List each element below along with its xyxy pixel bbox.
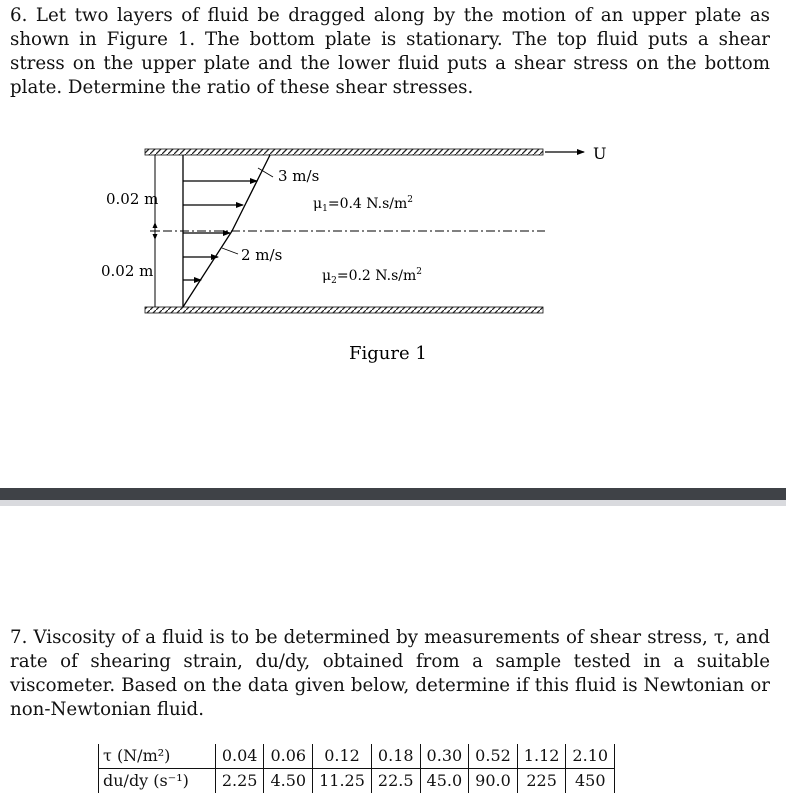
table-cell: 0.18 — [371, 744, 420, 769]
table-cell: 1.12 — [517, 744, 566, 769]
viscosity-label-2 — [322, 267, 422, 286]
dimension-label-bottom: 0.02 m — [101, 262, 154, 280]
table-cell: 225 — [517, 769, 566, 794]
table-cell: 0.52 — [469, 744, 518, 769]
table-cell: 0.06 — [264, 744, 313, 769]
row-label: du/dy (s⁻¹) — [99, 769, 216, 794]
table-cell: 45.0 — [420, 769, 469, 794]
mu-subscript: 2 — [331, 276, 337, 286]
figure-1 — [0, 130, 786, 370]
table-cell: 0.30 — [420, 744, 469, 769]
top-velocity-label: 3 m/s — [278, 167, 320, 185]
velocity-profile-line — [232, 155, 270, 231]
viscosity-data-table — [98, 744, 615, 793]
table-cell: 2.25 — [215, 769, 264, 794]
viscosity-value: =0.4 N.s/m — [327, 196, 408, 212]
table-cell: 22.5 — [371, 769, 420, 794]
table-cell: 90.0 — [469, 769, 518, 794]
page-separator-light — [0, 500, 786, 506]
mu-symbol: μ — [313, 196, 323, 212]
superscript: 2 — [416, 267, 423, 277]
table-row-shear-stress — [99, 744, 615, 769]
table-cell: 11.25 — [313, 769, 372, 794]
superscript: 2 — [407, 195, 414, 205]
table-cell: 4.50 — [264, 769, 313, 794]
leader-line — [222, 248, 238, 254]
table-cell: 0.04 — [215, 744, 264, 769]
dimension-label-top: 0.02 m — [106, 190, 159, 208]
page-separator-dark — [0, 488, 786, 500]
table-cell: 450 — [566, 769, 615, 794]
figure-caption: Figure 1 — [349, 343, 427, 364]
velocity-profile-line — [183, 231, 232, 307]
mu-subscript: 1 — [322, 204, 328, 214]
upper-plate — [145, 149, 543, 155]
row-label: τ (N/m²) — [99, 744, 216, 769]
viscosity-value: =0.2 N.s/m — [336, 268, 417, 284]
question-7-text: 7. Viscosity of a fluid is to be determined by measurements of shear stress, τ, and rate of shearing strain, du/dy, obtained from a sample tested in a suitable viscometer. Based on the data given below, determine if this fluid is Newtonian or non-Newtonian fluid. — [10, 627, 770, 720]
table-cell: 0.12 — [313, 744, 372, 769]
plate-velocity-label: U — [593, 144, 607, 163]
interface-velocity-label: 2 m/s — [241, 246, 283, 264]
table-row-strain-rate — [99, 769, 615, 794]
viscosity-label-1 — [313, 195, 413, 214]
question-6-text: 6. Let two layers of fluid be dragged along by the motion of an upper plate as shown in Figure 1. The bottom plate is stationary. The top fluid puts a shear stress on the upper plate and the lower fluid puts a shear stress on the bottom plate. Determine the ratio of these shear stresses. — [10, 5, 770, 98]
mu-symbol: μ — [322, 268, 332, 284]
bottom-plate — [145, 307, 543, 313]
table-cell: 2.10 — [566, 744, 615, 769]
